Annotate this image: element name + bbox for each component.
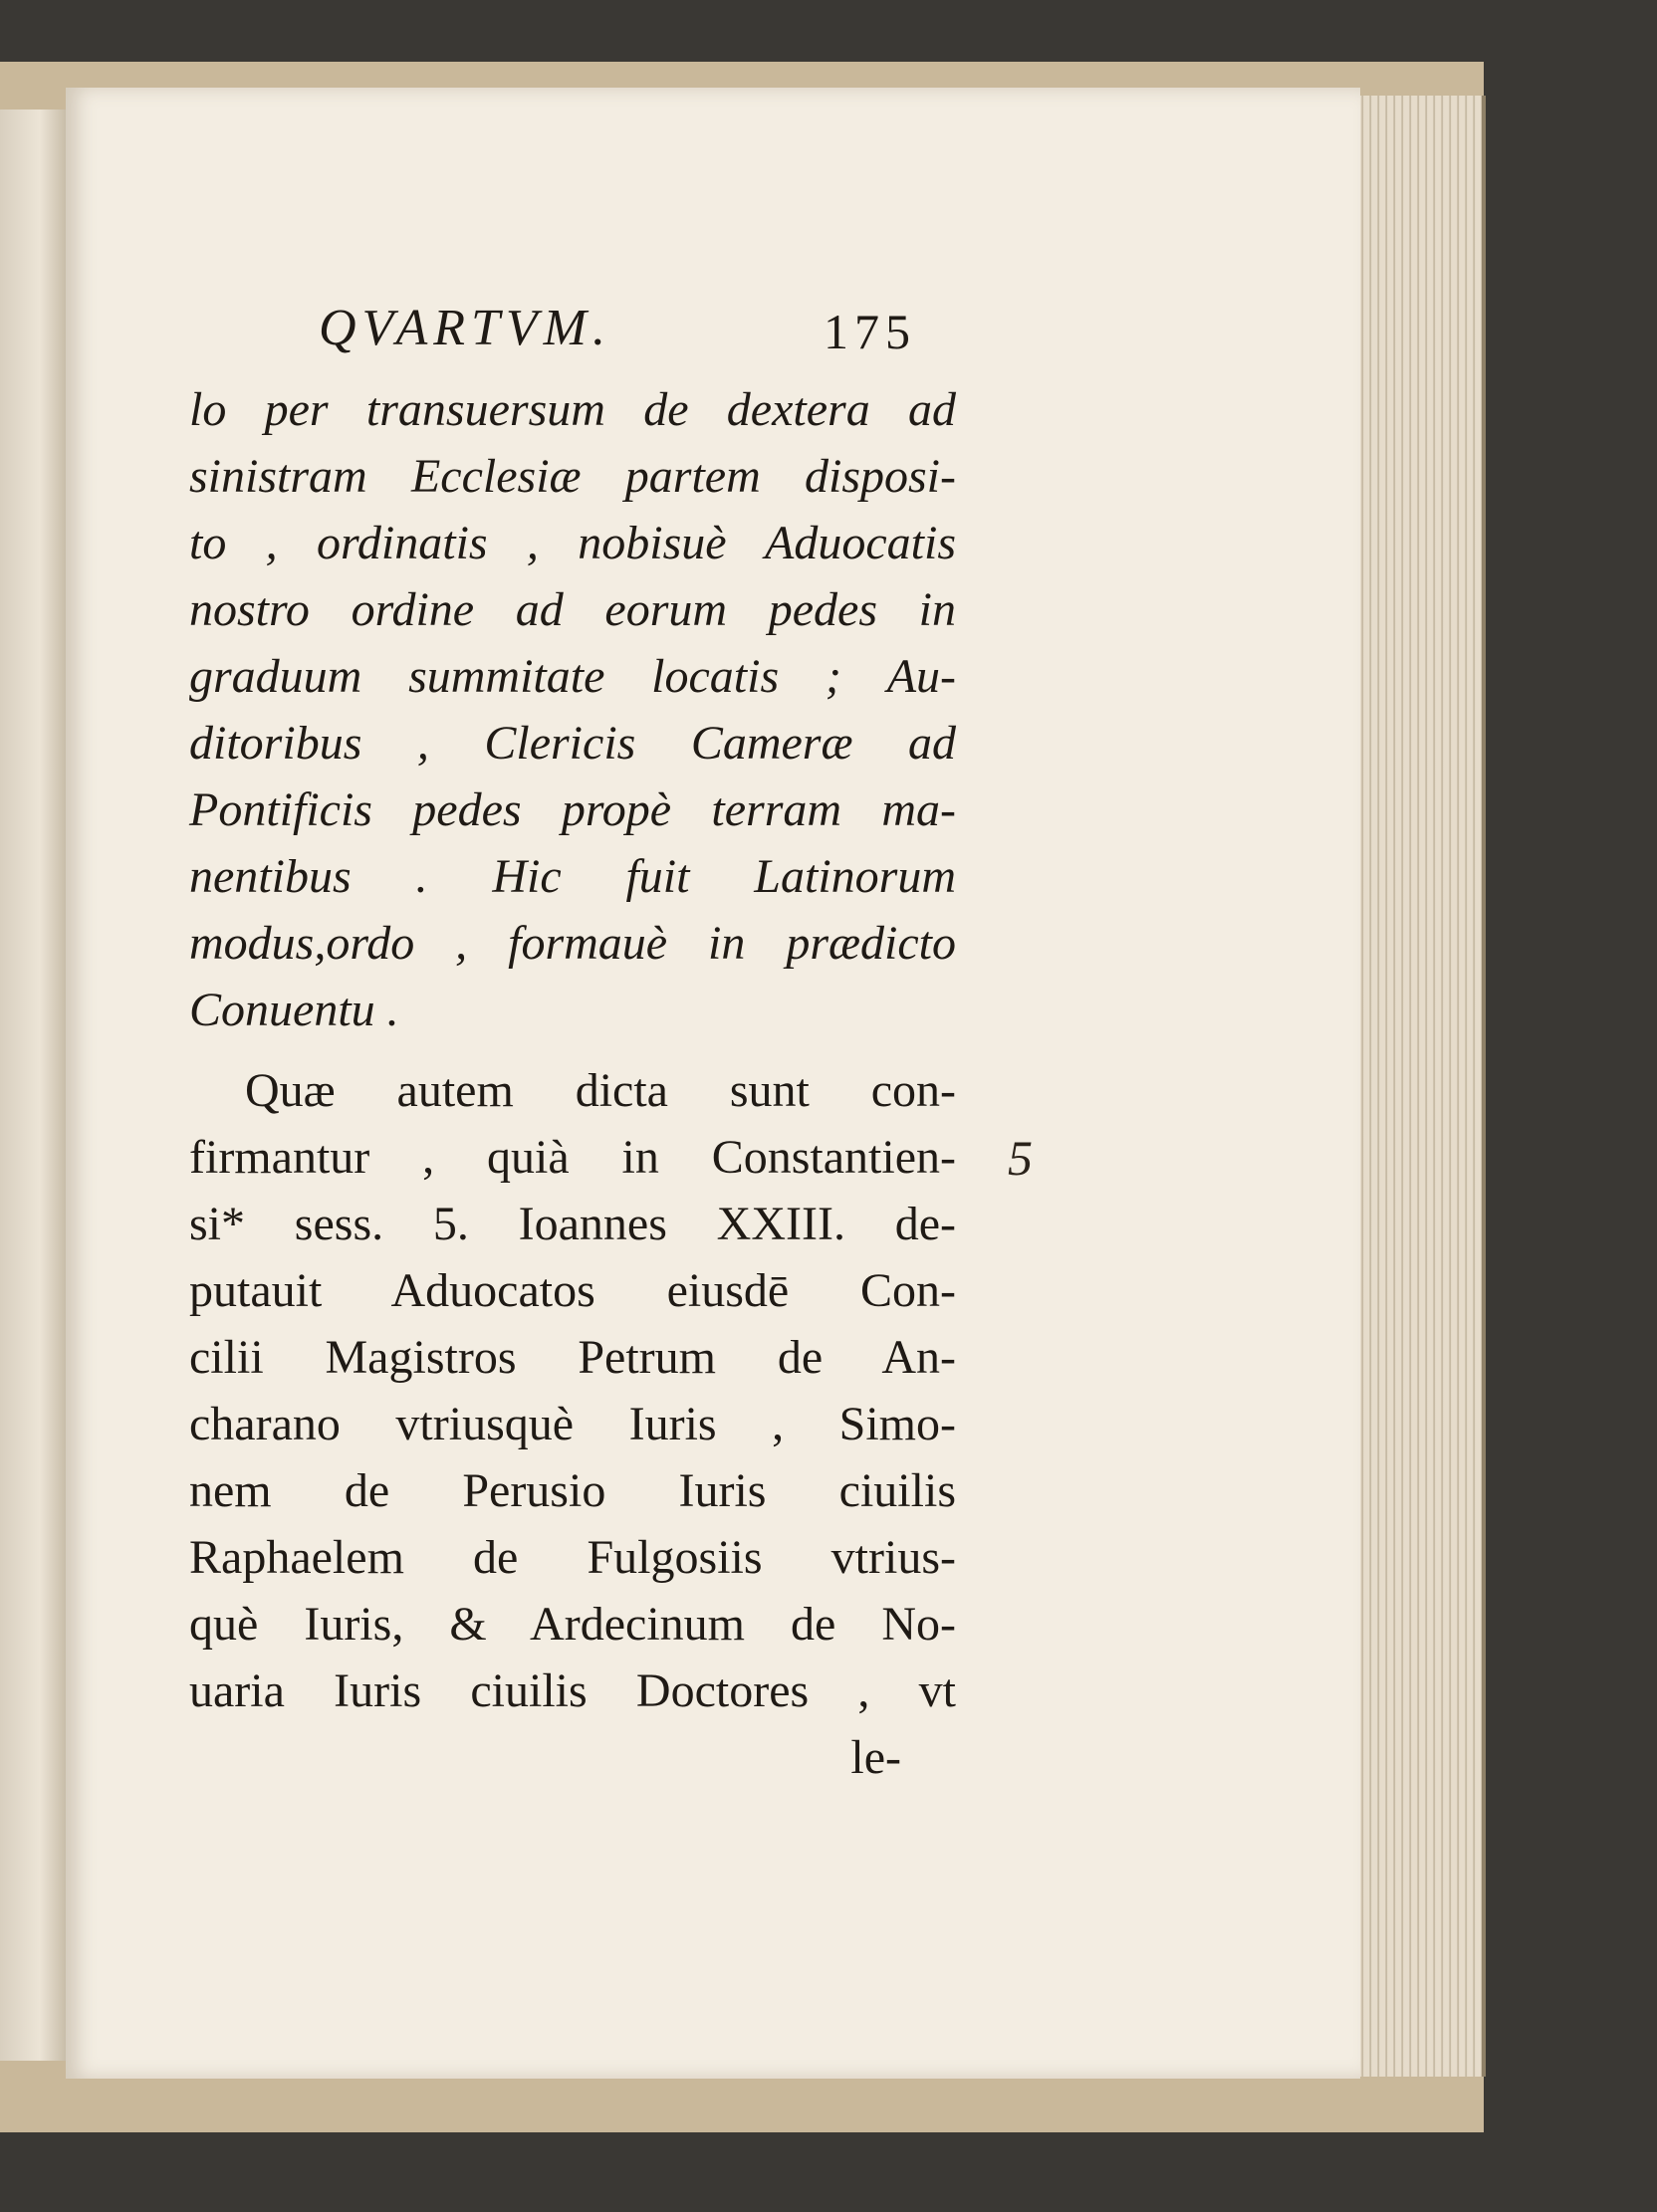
text-line: ditoribus , Clericis Cameræ ad xyxy=(189,717,956,770)
text-line: què Iuris, & Ardecinum de No- xyxy=(189,1598,956,1651)
margin-note: 5 xyxy=(1008,1130,1033,1186)
page-block-edges xyxy=(1356,96,1486,2077)
text-line: Raphaelem de Fulgosiis vtrius- xyxy=(189,1531,956,1584)
text-line: Quæ autem dicta sunt con- xyxy=(245,1064,956,1117)
text-line: to , ordinatis , nobisuè Aduocatis xyxy=(189,517,956,569)
text-line: modus,ordo , formauè in prædicto xyxy=(189,917,956,970)
page-text xyxy=(189,299,956,1791)
text-line: nem de Perusio Iuris ciuilis xyxy=(189,1464,956,1517)
text-line: Conuentu . xyxy=(189,984,399,1036)
text-line: putauit Aduocatos eiusdē Con- xyxy=(189,1264,956,1317)
left-page-edge xyxy=(0,110,69,2061)
running-head xyxy=(189,299,956,376)
text-line: sinistram Ecclesiæ partem disposi- xyxy=(189,450,956,503)
page-number: 175 xyxy=(824,304,916,359)
text-line: uaria Iuris ciuilis Doctores , vt xyxy=(189,1664,956,1717)
text-line: Pontificis pedes propè terram ma- xyxy=(189,783,956,836)
text-line: cilii Magistros Petrum de An- xyxy=(189,1331,956,1384)
text-line: charano vtriusquè Iuris , Simo- xyxy=(189,1398,956,1450)
text-line: graduum summitate locatis ; Au- xyxy=(189,650,956,703)
catchword: le- xyxy=(850,1731,901,1784)
text-line: firmantur , quià in Constantien- xyxy=(189,1131,956,1184)
running-head-title: QVARTVM. xyxy=(319,300,611,356)
text-line: nentibus . Hic fuit Latinorum xyxy=(189,850,956,903)
text-line: lo per transuersum de dextera ad xyxy=(189,383,956,436)
text-line: si* sess. 5. Ioannes XXIII. de- xyxy=(189,1198,956,1250)
text-line: nostro ordine ad eorum pedes in xyxy=(189,583,956,636)
